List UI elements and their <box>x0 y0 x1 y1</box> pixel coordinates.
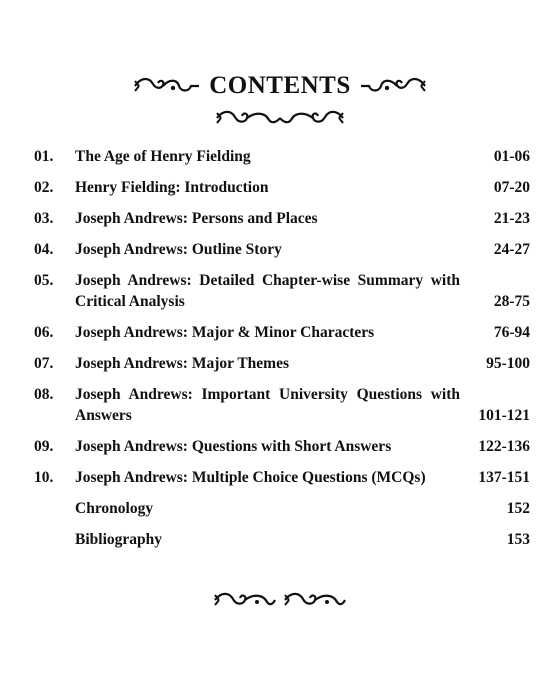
entry-pages: 24-27 <box>493 241 530 258</box>
entry-number: 09. <box>34 438 54 455</box>
entry-pages: 152 <box>506 500 530 517</box>
table-of-contents <box>34 146 530 560</box>
entry-number: 10. <box>34 469 54 486</box>
entry-title: Bibliography <box>75 531 162 548</box>
toc-entry <box>34 208 530 229</box>
toc-entry <box>34 146 530 167</box>
entry-title: Chronology <box>75 500 154 517</box>
toc-entry <box>34 177 530 198</box>
entry-title: Joseph Andrews: Important University Questions with Answers <box>75 386 460 424</box>
entry-title: The Age of Henry Fielding <box>75 148 251 165</box>
toc-entry <box>34 353 530 374</box>
flourish-left-icon <box>133 75 201 97</box>
entry-pages: 01-06 <box>493 148 530 165</box>
entry-pages: 21-23 <box>493 210 530 227</box>
entry-pages: 137-151 <box>478 469 530 486</box>
title-row <box>0 72 560 100</box>
entry-title: Joseph Andrews: Major & Minor Characters <box>75 324 375 341</box>
flourish-footer-icon <box>0 590 560 610</box>
toc-entry <box>34 270 530 312</box>
toc-entry <box>34 239 530 260</box>
page-title: CONTENTS <box>209 72 351 99</box>
entry-number: 08. <box>34 386 54 403</box>
entry-number: 07. <box>34 355 54 372</box>
entry-title: Henry Fielding: Introduction <box>75 179 269 196</box>
entry-number: 03. <box>34 210 54 227</box>
entry-number: 05. <box>34 272 54 289</box>
entry-title: Joseph Andrews: Outline Story <box>75 241 282 258</box>
entry-title: Joseph Andrews: Persons and Places <box>75 210 318 227</box>
entry-pages: 28-75 <box>493 293 530 310</box>
entry-number: 06. <box>34 324 54 341</box>
entry-pages: 95-100 <box>486 355 530 372</box>
toc-entry <box>34 322 530 343</box>
flourish-right-icon <box>359 75 427 97</box>
toc-entry <box>34 529 530 550</box>
toc-entry <box>34 436 530 457</box>
entry-pages: 07-20 <box>493 179 530 196</box>
entry-title: Joseph Andrews: Major Themes <box>75 355 289 372</box>
toc-entry <box>34 467 530 488</box>
entry-number: 02. <box>34 179 54 196</box>
entry-title: Joseph Andrews: Detailed Chapter-wise Summary with Critical Analysis <box>75 272 460 310</box>
toc-entry <box>34 384 530 426</box>
entry-pages: 122-136 <box>478 438 530 455</box>
flourish-divider-icon <box>0 108 560 128</box>
entry-pages: 76-94 <box>493 324 530 341</box>
toc-entry <box>34 498 530 519</box>
entry-title: Joseph Andrews: Questions with Short Answers <box>75 438 392 455</box>
entry-title: Joseph Andrews: Multiple Choice Questions (MCQs) <box>75 469 426 486</box>
entry-pages: 101-121 <box>478 407 530 424</box>
contents-header <box>0 72 560 128</box>
entry-pages: 153 <box>506 531 530 548</box>
entry-number: 04. <box>34 241 54 258</box>
entry-number: 01. <box>34 148 54 165</box>
